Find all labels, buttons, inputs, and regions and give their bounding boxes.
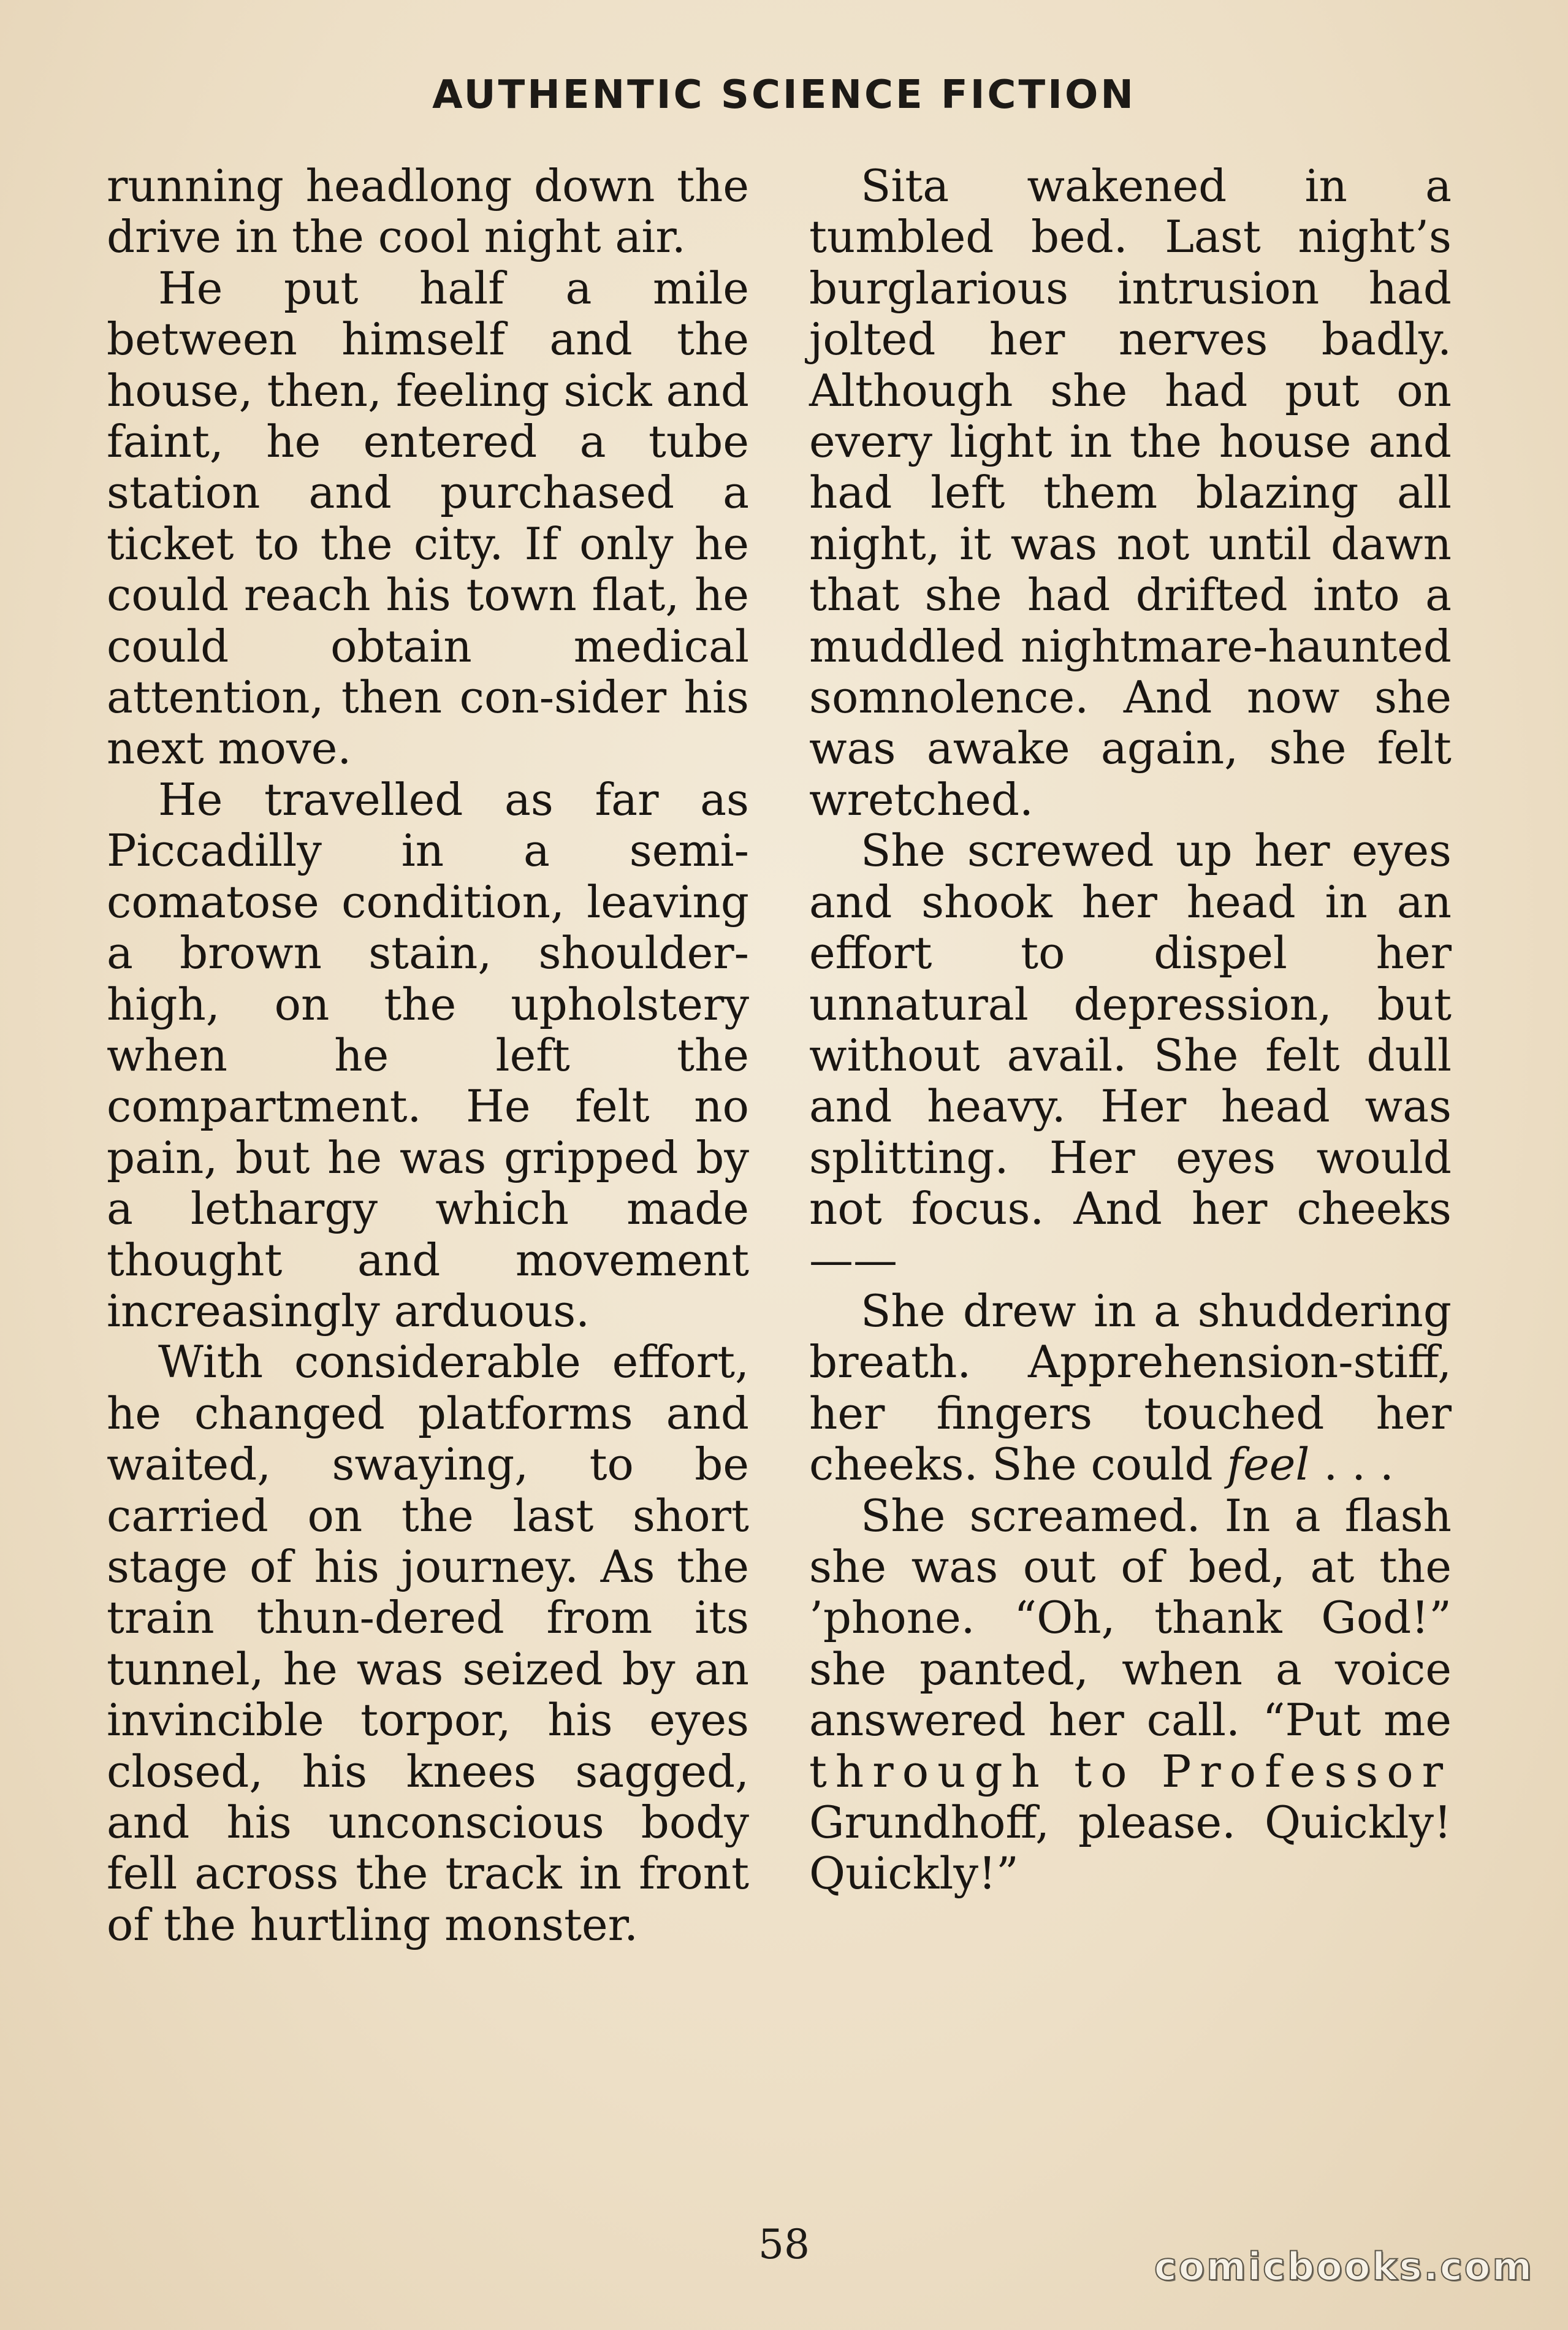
paragraph-text: She screamed. In a flash she was out of bed, at the ’phone. “Oh, thank God!” she panted, when a voice answered her call. “Put me bbox=[809, 1489, 1452, 1746]
running-head: AUTHENTIC SCIENCE FICTION bbox=[432, 72, 1136, 118]
left-column bbox=[107, 161, 749, 1950]
paragraph bbox=[809, 1286, 1452, 1491]
page-number: 58 bbox=[758, 2221, 810, 2268]
paragraph: Sita wakened in a tumbled bed. Last night’s burglarious intrusion had jolted her nerves badly. Although she had put on every light in the house and had left them blazing all night, it was not until dawn that she had drifted into a muddled nightmare-haunted somnolence. And now she was awake again, she felt wretched. bbox=[809, 160, 1452, 825]
paragraph: He put half a mile between himself and the house, then, feeling sick and faint, he entered a tube station and purchased a ticket to the city. If only he could reach his town flat, he could obtain medical attention, then con-sider his next move. bbox=[107, 262, 749, 774]
paragraph: She screwed up her eyes and shook her head in an effort to dispel her unnatural depression, but without avail. She felt dull and heavy. Her head was splitting. Her eyes would not focus. And her cheeks—— bbox=[809, 825, 1452, 1286]
ellipsis: . . . bbox=[1323, 1438, 1394, 1491]
paragraph: With considerable effort, he changed platforms and waited, swaying, to be carried on the last short stage of his journey. As the train thun-dered from its tunnel, he was seized by an invincible torpor, his eyes closed, his knees sagged, and his unconscious body fell across the track in front of the hurtling monster. bbox=[107, 1336, 749, 1950]
right-column bbox=[809, 161, 1452, 1900]
paragraph-text: Grundhoff, please. Quickly! Quickly!” bbox=[809, 1797, 1452, 1900]
letterspaced-text: through to Professor bbox=[809, 1745, 1452, 1797]
paragraph: running headlong down the drive in the cool night air. bbox=[107, 160, 749, 263]
paragraph: He travelled as far as Piccadilly in a semi-comatose condition, leaving a brown stain, shoulder-high, on the upholstery when he left the compartment. He felt no pain, but he was gripped by a lethargy which made thought and movement increasingly arduous. bbox=[107, 773, 749, 1337]
paragraph-text: She drew in a shuddering breath. Apprehension-stiff, her fingers touched her cheeks. She could bbox=[809, 1285, 1452, 1491]
italic-text: feel bbox=[1227, 1438, 1310, 1491]
paragraph bbox=[809, 1491, 1452, 1900]
watermark-logo: comicbooks.com bbox=[1154, 2244, 1534, 2289]
